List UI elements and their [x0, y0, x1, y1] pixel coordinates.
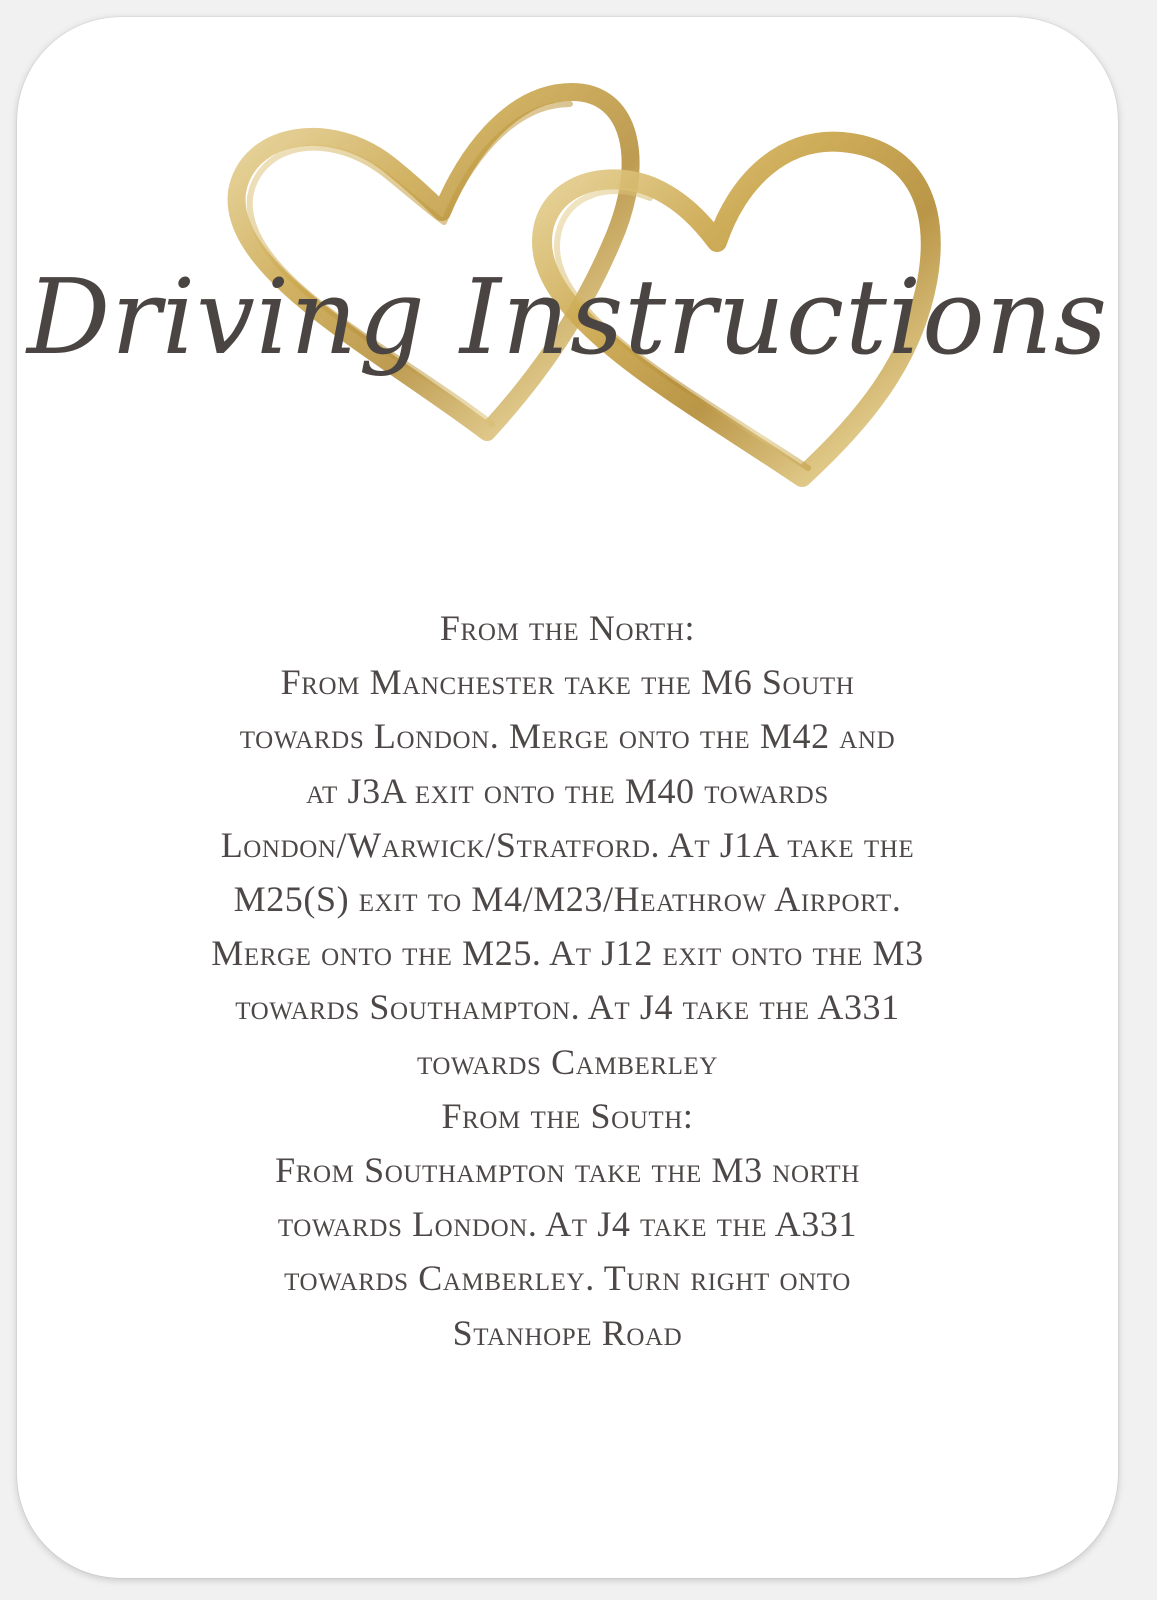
directions-line: towards Camberley	[416, 1041, 719, 1082]
directions-line: From Southampton take the M3 north	[275, 1150, 860, 1191]
directions-line: From Manchester take the M6 South	[280, 662, 855, 703]
directions-line: M25(S) exit to M4/M23/Heathrow Airport.	[233, 879, 902, 920]
directions-line: towards Southampton. At J4 take the A331	[235, 987, 900, 1028]
card-title: Driving Instructions	[26, 256, 1109, 378]
directions-line: London/Warwick/Stratford. At J1A take the	[220, 824, 915, 865]
directions-line: From the North:	[439, 608, 696, 648]
directions-line: From the South:	[441, 1095, 694, 1136]
directions-line: towards London. At J4 take the A331	[277, 1204, 858, 1245]
directions-line: towards Camberley. Turn right onto	[284, 1258, 851, 1299]
directions-line: Stanhope Road	[452, 1312, 683, 1353]
directions-line: towards London. Merge onto the M42 and	[239, 716, 896, 757]
directions-line: Merge onto the M25. At J12 exit onto the M3	[211, 933, 924, 974]
directions-line: at J3A exit onto the M40 towards	[306, 770, 829, 811]
directions-text	[107, 601, 1028, 1360]
invitation-card	[17, 17, 1118, 1578]
